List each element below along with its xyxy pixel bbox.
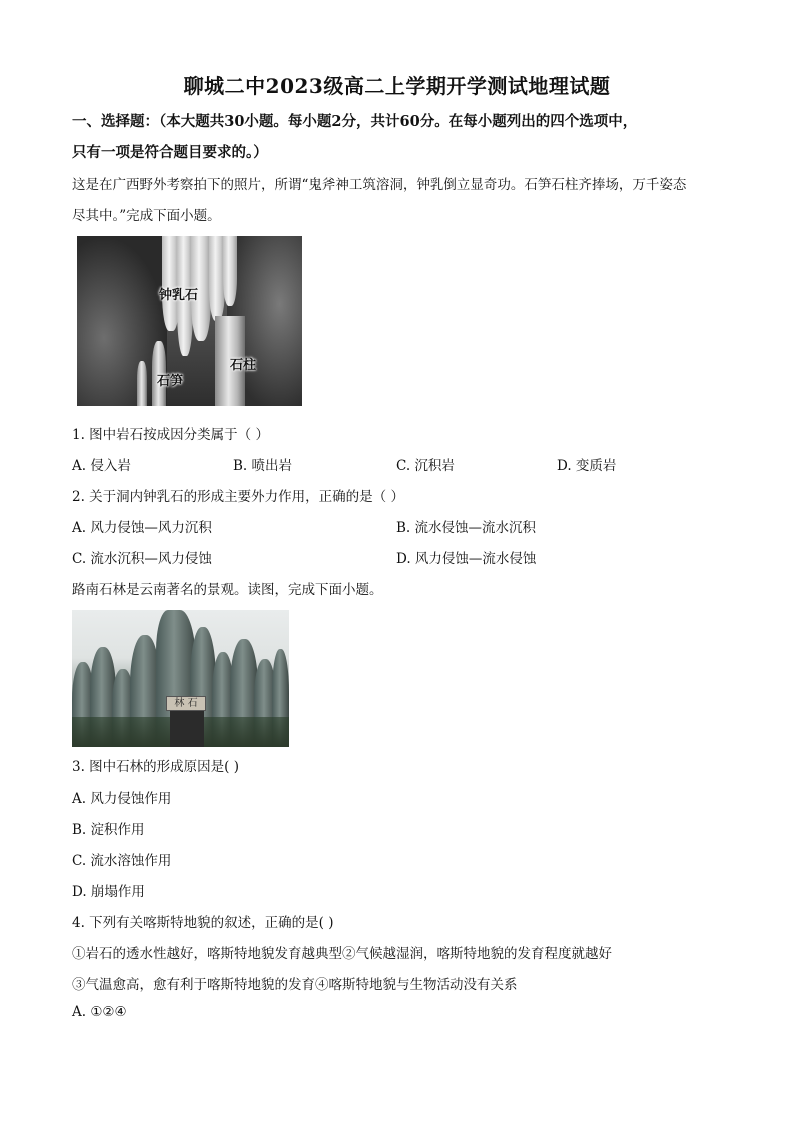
stone-forest-photo <box>72 610 289 747</box>
label-stalactite: 钟乳石 <box>159 288 199 303</box>
intro1-line1: 这是在广西野外考察拍下的照片，所谓“鬼斧神工筑溶洞，钟乳倒立显奇功。石笋石柱齐捧场，万千姿态 <box>72 177 687 193</box>
q4-statement-line1: ①岩石的透水性越好，喀斯特地貌发育越典型②气候越湿润，喀斯特地貌的发育程度就越好 <box>72 946 612 962</box>
label-stalagmite: 石笋 <box>157 374 184 389</box>
intro2: 路南石林是云南著名的景观。读图，完成下面小题。 <box>72 582 383 598</box>
intro1-line2: 尽其中。”完成下面小题。 <box>72 208 221 224</box>
q3-option-a: A. 风力侵蚀作用 <box>72 791 172 807</box>
q1-stem: 1. 图中岩石按成因分类属于（ ） <box>72 427 269 443</box>
q4-option-a: A. ①②④ <box>72 1004 127 1020</box>
q3-option-d: D. 崩塌作用 <box>72 884 145 900</box>
q2-option-a: A. 风力侵蚀—风力沉积 <box>72 520 212 536</box>
section-header-line1: 一、选择题：（本大题共30小题。每小题2分，共计60分。在每小题列出的四个选项中， <box>72 113 638 130</box>
q3-stem: 3. 图中石林的形成原因是( ) <box>72 759 239 775</box>
page-title: 聊城二中2023级高二上学期开学测试地理试题 <box>183 74 611 98</box>
section-header-line2: 只有一项是符合题目要求的。） <box>72 144 268 161</box>
q4-statement-line2: ③气温愈高，愈有利于喀斯特地貌的发育④喀斯特地貌与生物活动没有关系 <box>72 977 518 993</box>
q3-option-c: C. 流水溶蚀作用 <box>72 853 172 869</box>
q1-option-a: A. 侵入岩 <box>72 458 131 474</box>
stone-forest-sign: 林 石 <box>166 696 206 711</box>
q2-option-d: D. 风力侵蚀—流水侵蚀 <box>396 551 537 567</box>
cave-photo <box>77 236 302 406</box>
q2-stem: 2. 关于洞内钟乳石的形成主要外力作用，正确的是（ ） <box>72 489 404 505</box>
label-column: 石柱 <box>230 358 257 373</box>
q2-option-b: B. 流水侵蚀—流水沉积 <box>396 520 537 536</box>
q3-option-b: B. 淀积作用 <box>72 822 145 838</box>
q2-option-c: C. 流水沉积—风力侵蚀 <box>72 551 212 567</box>
q1-option-b: B. 喷出岩 <box>233 458 293 474</box>
q4-stem: 4. 下列有关喀斯特地貌的叙述，正确的是( ) <box>72 915 334 931</box>
q1-option-d: D. 变质岩 <box>557 458 617 474</box>
q1-option-c: C. 沉积岩 <box>396 458 455 474</box>
